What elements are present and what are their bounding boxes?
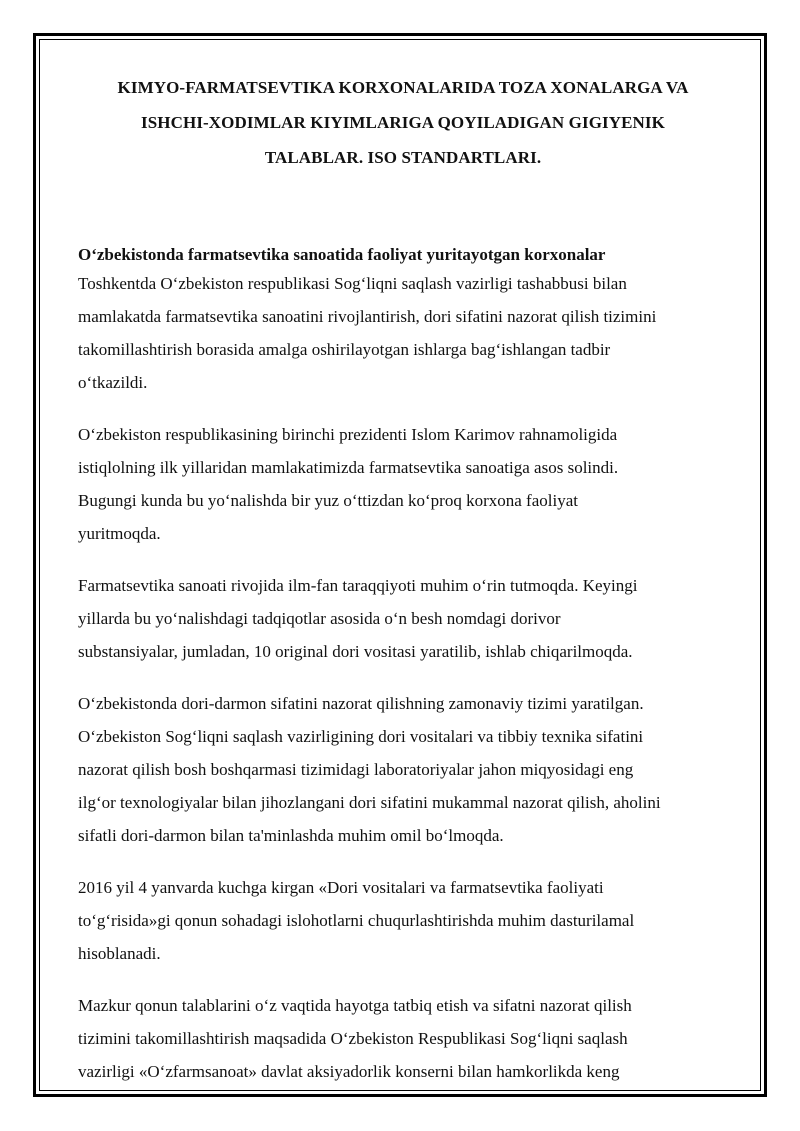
paragraph — [78, 687, 728, 852]
paragraph-line: Farmatsevtika sanoati rivojida ilm-fan taraqqiyoti muhim o‘rin tutmoqda. Keyingi — [78, 576, 638, 595]
paragraph-line: 2016 yil 4 yanvarda kuchga kirgan «Dori vositalari va farmatsevtika faoliyati — [78, 878, 604, 897]
paragraph-line: O‘zbekiston Sog‘liqni saqlash vazirligining dori vositalari va tibbiy texnika sifatini — [78, 727, 644, 746]
title-line: TALABLAR. ISO STANDARTLARI. — [264, 148, 542, 167]
document-body — [78, 70, 728, 1107]
paragraph — [78, 418, 728, 550]
paragraph-line: nazorat qilish bosh boshqarmasi tizimidagi laboratoriyalar jahon miqyosidagi eng — [78, 760, 634, 779]
paragraph-line: yillarda bu yo‘nalishdagi tadqiqotlar asosida o‘n besh nomdagi dorivor — [78, 609, 561, 628]
paragraph — [78, 267, 728, 399]
paragraph-line: takomillashtirish borasida amalga oshirilayotgan ishlarga bag‘ishlangan tadbir — [78, 340, 611, 359]
paragraph-line: mamlakatda farmatsevtika sanoatini rivojlantirish, dori sifatini nazorat qilish tizimini — [78, 307, 657, 326]
paragraph-line: yuritmoqda. — [78, 524, 161, 543]
paragraph — [78, 569, 728, 668]
paragraph-line: ilg‘or texnologiyalar bilan jihozlangani dori sifatini mukammal nazorat qilish, aholini — [78, 793, 661, 812]
title-line: ISHCHI-XODIMLAR KIYIMLARIGA QOYILADIGAN GIGIYENIK — [141, 113, 665, 132]
paragraph-line: Bugungi kunda bu yo‘nalishda bir yuz o‘ttizdan ko‘proq korxona faoliyat — [78, 491, 578, 510]
paragraph-line: tizimini takomillashtirish maqsadida O‘zbekiston Respublikasi Sog‘liqni saqlash — [78, 1029, 628, 1048]
section-heading: O‘zbekistonda farmatsevtika sanoatida faoliyat yuritayotgan korxonalar — [78, 245, 606, 264]
paragraph-line: O‘zbekistonda dori-darmon sifatini nazorat qilishning zamonaviy tizimi yaratilgan. — [78, 694, 644, 713]
paragraph — [78, 871, 728, 970]
paragraph-line: o‘tkazildi. — [78, 373, 148, 392]
paragraph-line: Toshkentda O‘zbekiston respublikasi Sog‘liqni saqlash vazirligi tashabbusi bilan — [78, 274, 627, 293]
paragraph-line: vazirligi «O‘zfarmsanoat» davlat aksiyadorlik konserni bilan hamkorlikda keng — [78, 1062, 620, 1081]
paragraph-line: istiqlolning ilk yillaridan mamlakatimizda farmatsevtika sanoatiga asos solindi. — [78, 458, 619, 477]
paragraph-line: Mazkur qonun talablarini o‘z vaqtida hayotga tatbiq etish va sifatni nazorat qilish — [78, 996, 632, 1015]
paragraph — [78, 989, 728, 1088]
paragraph-line: substansiyalar, jumladan, 10 original dori vositasi yaratilib, ishlab chiqarilmoqda. — [78, 642, 633, 661]
title-line: KIMYO-FARMATSEVTIKA KORXONALARIDA TOZA XONALARGA VA — [117, 78, 689, 97]
document-title — [78, 70, 728, 175]
paragraph-line: hisoblanadi. — [78, 944, 161, 963]
paragraph-line: sifatli dori-darmon bilan ta'minlashda muhim omil bo‘lmoqda. — [78, 826, 504, 845]
paragraph-line: to‘g‘risida»gi qonun sohadagi islohotlarni chuqurlashtirishda muhim dasturilamal — [78, 911, 635, 930]
paragraph-line: O‘zbekiston respublikasining birinchi prezidenti Islom Karimov rahnamoligida — [78, 425, 618, 444]
